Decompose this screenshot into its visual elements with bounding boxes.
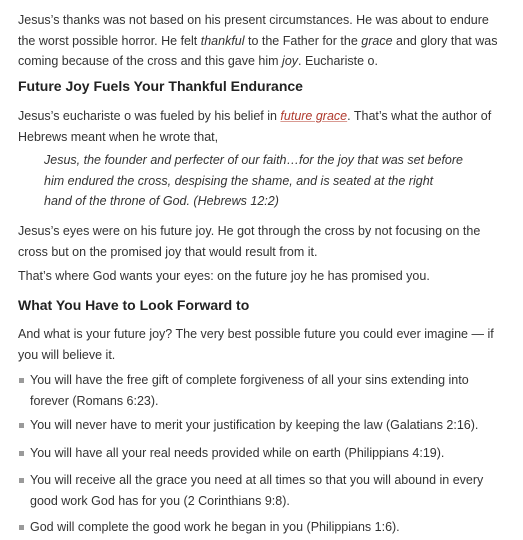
paragraph-thanks bbox=[18, 10, 508, 72]
heading-future-joy: Future Joy Fuels Your Thankful Endurance bbox=[18, 78, 303, 94]
p1-text-c: to the Father for the bbox=[244, 33, 362, 48]
list-item-text: You will have all your real needs provided while on earth (Philippians 4:19). bbox=[30, 446, 445, 460]
list-item-text: You will never have to merit your justification by keeping the law (Galatians 2:16). bbox=[30, 418, 479, 432]
p1-text-e: and glory that was coming because of the cross and this gave him bbox=[18, 33, 498, 68]
list-item bbox=[18, 517, 508, 538]
list-item-text: You will have the free gift of complete forgiveness of all your sins extending into forever (Romans 6:23). bbox=[30, 373, 469, 408]
list-item-text: God will complete the good work he began in you (Philippians 1:6). bbox=[30, 520, 400, 534]
p1-emphasis-grace: grace bbox=[361, 33, 393, 48]
bullet-icon bbox=[19, 451, 24, 456]
p1-text-g: . Euchariste o. bbox=[298, 54, 378, 68]
p2-text-b: . That’s what the author of Hebrews meant when he wrote that, bbox=[18, 109, 492, 144]
list-item bbox=[18, 443, 508, 464]
bullet-icon bbox=[19, 423, 24, 428]
heading-look-forward: What You Have to Look Forward to bbox=[18, 297, 250, 313]
paragraph-eyes: Jesus’s eyes were on his future joy. He got through the cross by not focusing on the cross but on the promised joy that would result from it. bbox=[18, 224, 481, 259]
p1-emphasis-thankful: thankful bbox=[200, 33, 245, 48]
paragraph-god-wants: That’s where God wants your eyes: on the future joy he has promised you. bbox=[18, 269, 430, 283]
hebrews-quote: Jesus, the founder and perfecter of our faith…for the joy that was set before him endured the cross, despising the shame, and is seated at the right hand of the throne of God. (Hebrews 12:2) bbox=[44, 153, 463, 208]
future-grace-link[interactable]: future grace bbox=[280, 109, 348, 123]
p1-emphasis-joy: joy bbox=[282, 54, 299, 68]
list-item-text: You will receive all the grace you need at all times so that you will abound in every good work God has for you (2 Corinthians 9:8). bbox=[30, 473, 484, 508]
list-item bbox=[18, 470, 508, 511]
p2-text-a: Jesus’s euchariste o was fueled by his belief in bbox=[18, 109, 281, 123]
list-item bbox=[18, 415, 508, 436]
list-item bbox=[18, 370, 508, 411]
bullet-icon bbox=[19, 525, 24, 530]
paragraph-future-joy-question: And what is your future joy? The very best possible future you could ever imagine — if you will believe it. bbox=[18, 327, 494, 362]
bullet-icon bbox=[19, 378, 24, 383]
bullet-icon bbox=[19, 478, 24, 483]
paragraph-eucharisteo bbox=[18, 106, 508, 147]
p1-text-a: Jesus’s thanks was not based on his present circumstances. He was about to endure the worst possible horror. He felt bbox=[18, 13, 489, 48]
